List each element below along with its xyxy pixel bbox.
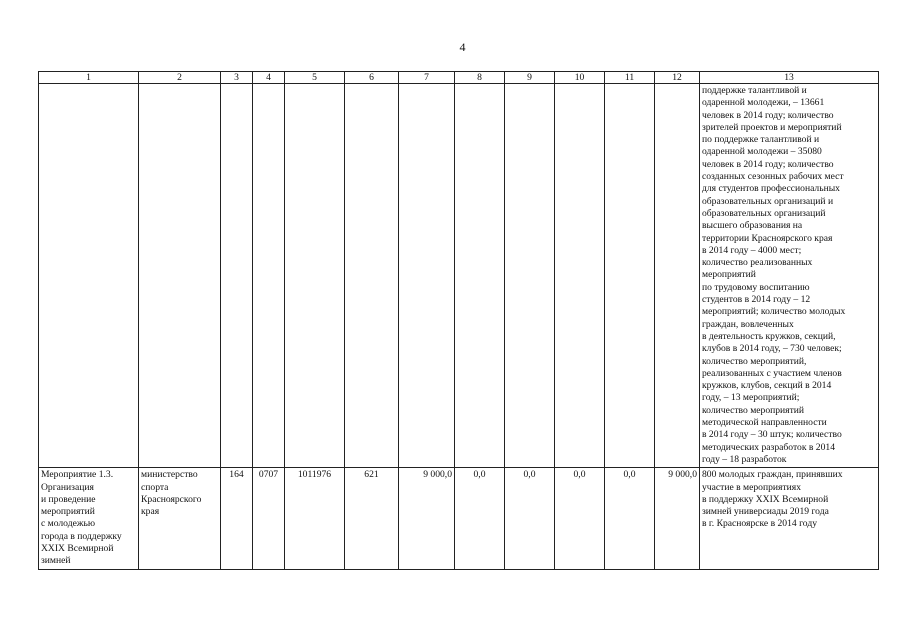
col-header-2: 2 [139,72,221,84]
expected-result: 800 молодых граждан, принявших участие в мероприятиях в поддержку XXIX Всемирной зимней универсиады 2019 года в г. Красноярске в 2014 году [700,468,879,569]
amount-2015: 0,0 [455,468,505,569]
col-header-11: 11 [605,72,655,84]
empty-cell [39,84,139,468]
amount-2018: 0,0 [605,468,655,569]
col-header-1: 1 [39,72,139,84]
empty-cell [655,84,700,468]
col-header-3: 3 [221,72,253,84]
col-header-13: 13 [700,72,879,84]
empty-cell [285,84,345,468]
budget-table [38,71,879,570]
event-row [39,468,879,569]
section-code: 0707 [253,468,285,569]
page-number: 4 [459,40,466,54]
grbs-code: 164 [221,468,253,569]
col-header-12: 12 [655,72,700,84]
expense-type-code: 621 [345,468,399,569]
empty-cell [455,84,505,468]
empty-cell [253,84,285,468]
column-number-row [39,72,879,84]
indicators-text: поддержке талантливой и одаренной молодежи, – 13661 человек в 2014 году; количество зрителей проектов и мероприятий по поддержке талантливой и одаренной молодежи – 35080 человек в 2014 году; количество созданных сезонных рабочих мест для студентов профессиональных образовательных организаций и образовательных организаций высшего образования на территории Красноярского края в 2014 году – 4000 мест; количество реализованных мероприятий по трудовому воспитанию студентов в 2014 году – 12 мероприятий; количество молодых граждан, вовлеченных в деятельность кружков, секций, клубов в 2014 году, – 730 человек; количество мероприятий, реализованных с участием членов кружков, клубов, секций в 2014 году, – 13 мероприятий; количество мероприятий методической направленности в 2014 году – 30 штук; количество методических разработок в 2014 году – 18 разработок [700,84,879,468]
empty-cell [555,84,605,468]
target-article-code: 1011976 [285,468,345,569]
amount-2014: 9 000,0 [399,468,455,569]
empty-cell [505,84,555,468]
continuation-row [39,84,879,468]
event-name: Мероприятие 1.3. Организация и проведение мероприятий с молодежью города в поддержку XXIX Всемирной зимней [39,468,139,569]
responsible-agency: министерство спорта Красноярского края [139,468,221,569]
col-header-7: 7 [399,72,455,84]
col-header-5: 5 [285,72,345,84]
col-header-6: 6 [345,72,399,84]
col-header-8: 8 [455,72,505,84]
empty-cell [139,84,221,468]
empty-cell [345,84,399,468]
empty-cell [399,84,455,468]
col-header-10: 10 [555,72,605,84]
amount-total: 9 000,0 [655,468,700,569]
col-header-4: 4 [253,72,285,84]
amount-2016: 0,0 [505,468,555,569]
amount-2017: 0,0 [555,468,605,569]
empty-cell [605,84,655,468]
col-header-9: 9 [505,72,555,84]
empty-cell [221,84,253,468]
